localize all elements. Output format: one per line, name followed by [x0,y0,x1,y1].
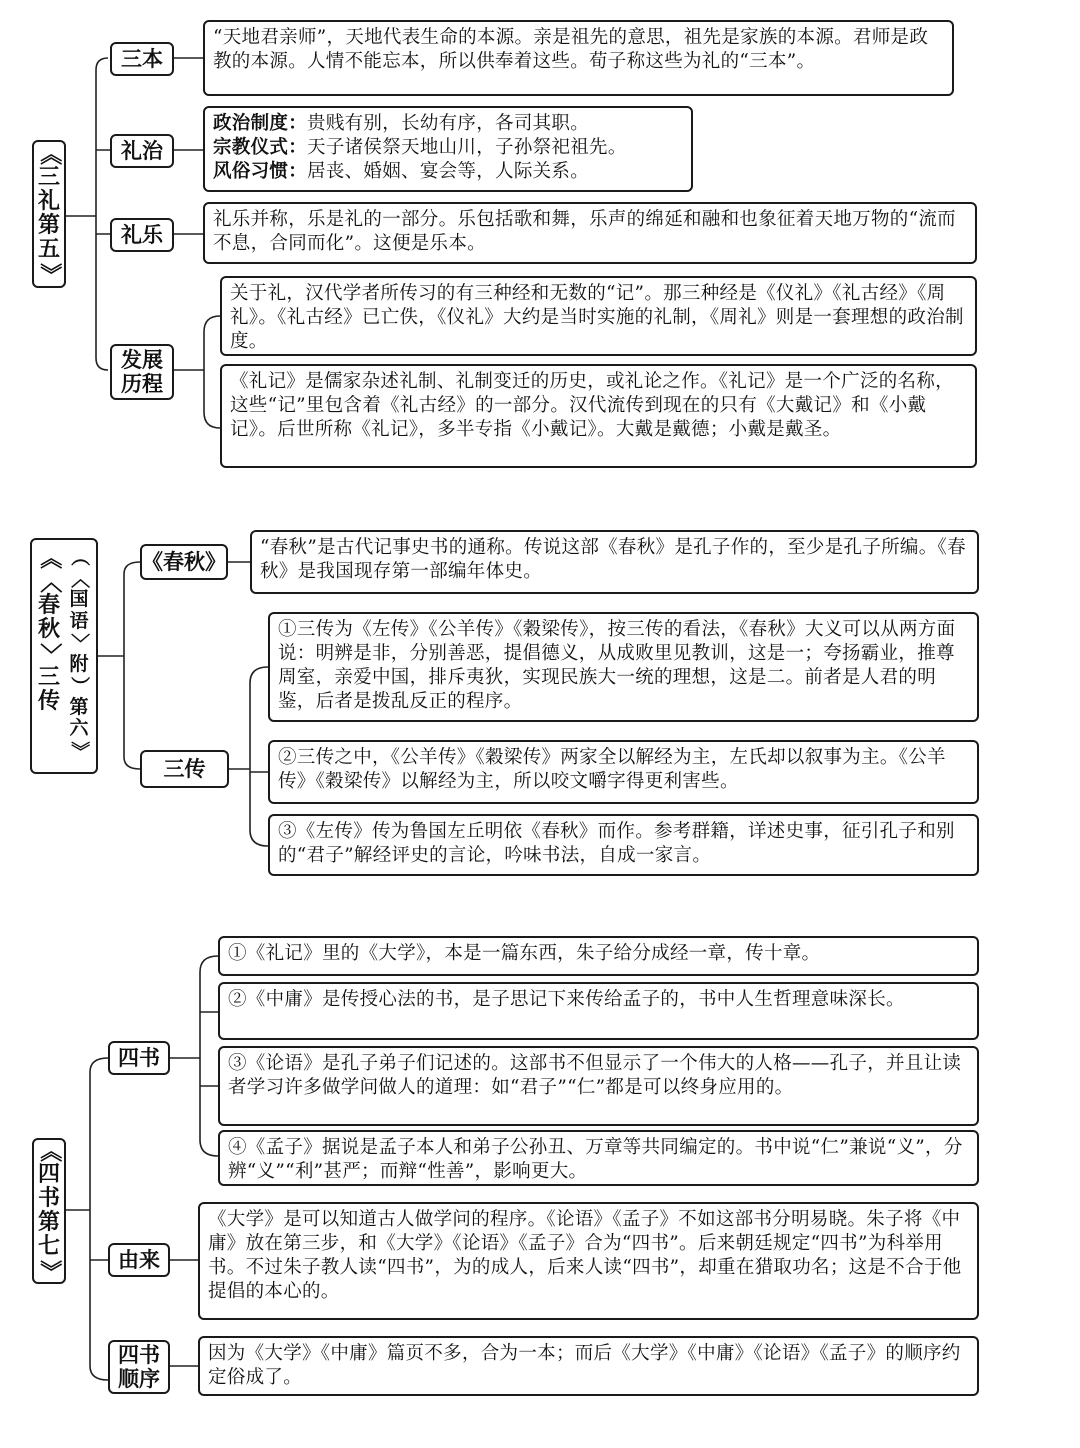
root-char: 礼 [37,189,60,214]
lizhi-row [213,136,683,160]
node-sanzhuan: 三传 [140,750,229,788]
text-sishu-2 [218,982,979,1040]
root-char: 书 [37,1186,60,1211]
root-char: 》 [68,740,91,760]
label-line: 历程 [121,372,163,396]
text-content: ①三传为《左传》《公羊传》《穀梁传》，按三传的看法，《春秋》大义可以从两方面说：明辨是非，分别善恶，提倡德义，从成败里见教训，这是一；夸扬霸业，推尊周室，亲爱中国，排斥夷狄，实现民族大一统的理想，这是二。前者是人君的明鉴，后者是拨乱反正的程序。 [278,619,956,712]
node-sanben: 三本 [110,42,174,76]
node-shunxu [108,1340,170,1394]
root-char: 春 [37,593,60,618]
text-chunqiu [250,530,979,594]
text-content: 《礼记》是儒家杂述礼制、礼制变迁的历史，或礼论之作。《礼记》是一个广泛的名称，这些“记”里包含着《礼古经》的一部分。汉代流传到现在的只有《大戴记》和《小戴记》。后世所称《礼记》，多半专指《小戴记》。大戴是戴德；小戴是戴圣。 [230,371,954,440]
root-char: 〉 [68,633,91,653]
label-line: 顺序 [118,1367,160,1391]
lizhi-term: 风俗习惯： [213,161,308,182]
root-char: 传 [37,689,60,714]
lizhi-desc: 贵贱有别，长幼有序，各司其职。 [307,113,590,134]
root-char: 国 [69,588,89,610]
text-fazhan-2 [220,364,977,468]
text-content: “天地君亲师”，天地代表生命的本源。亲是祖先的意思，祖先是家族的本源。君师是政教的本源。人情不能忘本，所以供奉着这些。荀子称这些为礼的“三本”。 [213,27,929,72]
text-content: ①《礼记》里的《大学》，本是一篇东西，朱子给分成经一章，传十章。 [228,943,821,964]
root-char: 四 [37,1162,60,1187]
root-char: ） [68,676,91,696]
text-content: ④《孟子》据说是孟子本人和弟子公孙丑、万章等共同编定的。书中说“仁”兼说“义”，分辨“义”“利”甚严；而辩“性善”，影响更大。 [228,1137,963,1182]
text-content: 礼乐并称，乐是礼的一部分。乐包括歌和舞，乐声的绵延和融和也象征着天地万物的“流而不息，合同而化”。这便是乐本。 [213,209,956,254]
text-liyue [203,202,977,264]
text-content: ③《论语》是孔子弟子们记述的。这部书不但显示了一个伟大的人格——孔子，并且让读者学习许多做学问做人的道理：如“君子”“仁”都是可以终身应用的。 [228,1053,962,1098]
text-sishu-3 [218,1046,979,1126]
root-char: 语 [69,609,89,632]
text-sishu-4 [218,1130,979,1186]
root-char: 六 [69,717,89,739]
text-lizhi [203,106,693,192]
root-node-chunqiu [30,538,98,774]
lizhi-desc: 居丧、婚姻、宴会等，人际关系。 [307,161,590,182]
text-content: “春秋”是古代记事史书的通称。传说这部《春秋》是孔子作的，至少是孔子所编。《春秋》是我国现存第一部编年体史。 [260,537,966,582]
label-line: 四书 [118,1343,160,1367]
label-line: 发展 [121,348,163,372]
root-char: 《 [36,1139,62,1163]
lizhi-term: 宗教仪式： [213,137,308,158]
lizhi-term: 政治制度： [213,113,308,134]
text-sanzhuan-2 [268,740,979,804]
text-content: ③《左传》传为鲁国左丘明依《春秋》而作。参考群籍，详述史事，征引孔子和别的“君子”解经评史的言论，吟味书法，自成一家言。 [278,821,955,866]
node-lizhi: 礼治 [110,134,174,168]
text-sishu-1 [218,936,979,976]
text-content: 因为《大学》《中庸》篇页不多，合为一本；而后《大学》《中庸》《论语》《孟子》的顺序约定俗成了。 [208,1343,961,1388]
node-sishu: 四书 [108,1041,170,1075]
root-column-2 [34,546,64,714]
lizhi-desc: 天子诸侯祭天地山川，子孙祭祀祖先。 [307,137,627,158]
root-char: 五 [37,237,60,262]
root-char: 三 [37,165,60,190]
lizhi-row [213,160,683,184]
root-char: 秋 [37,617,60,642]
root-char: 附 [69,652,89,675]
node-fazhan [110,344,174,400]
text-youlai [198,1202,979,1320]
root-column-1 [64,546,94,761]
text-content: 《大学》是可以知道古人做学问的程序。《论语》《孟子》不如这部书分明易晓。朱子将《中庸》放在第三步，和《大学》《论语》《孟子》合为“四书”。后来朝廷规定“四书”为科举用书。不过朱子教人读“四书”，为的成人，后来人读“四书”，却重在猎取功名；这是不合于他提倡的本心的。 [208,1209,962,1302]
root-char: 》 [36,1259,62,1283]
root-char: 〉 [36,642,62,666]
root-char: 三 [37,665,60,690]
root-char: 第 [69,695,89,718]
root-char: 〈 [36,570,62,594]
text-fazhan-1 [220,276,977,356]
root-node-sishu [32,1138,66,1284]
root-char: 〈 [68,568,91,588]
text-content: ②《中庸》是传授心法的书，是子思记下来传给孟子的，书中人生哲理意味深长。 [228,989,905,1010]
lizhi-row [213,112,683,136]
node-youlai: 由来 [108,1243,170,1277]
root-char: 》 [36,262,62,286]
root-char: 七 [37,1234,60,1259]
root-char: 《 [36,142,62,166]
root-char: 《 [36,546,62,570]
text-sanben [203,20,954,96]
node-chunqiu: 《春秋》 [140,544,228,580]
text-content: ②三传之中，《公羊传》《穀梁传》两家全以解经为主，左氏却以叙事为主。《公羊传》《穀梁传》以解经为主，所以咬文嚼字得更利害些。 [278,747,946,792]
root-char: 第 [37,213,60,238]
root-char: （ [68,547,91,567]
text-sanzhuan-1 [268,612,979,722]
root-node-sanli [32,140,66,288]
text-sanzhuan-3 [268,814,979,876]
text-content: 关于礼，汉代学者所传习的有三种经和无数的“记”。那三种经是《仪礼》《礼古经》《周礼》。《礼古经》已亡佚，《仪礼》大约是当时实施的礼制，《周礼》则是一套理想的政治制度。 [230,283,964,352]
text-shunxu [198,1336,979,1396]
root-char: 第 [37,1210,60,1235]
node-liyue: 礼乐 [110,218,174,252]
